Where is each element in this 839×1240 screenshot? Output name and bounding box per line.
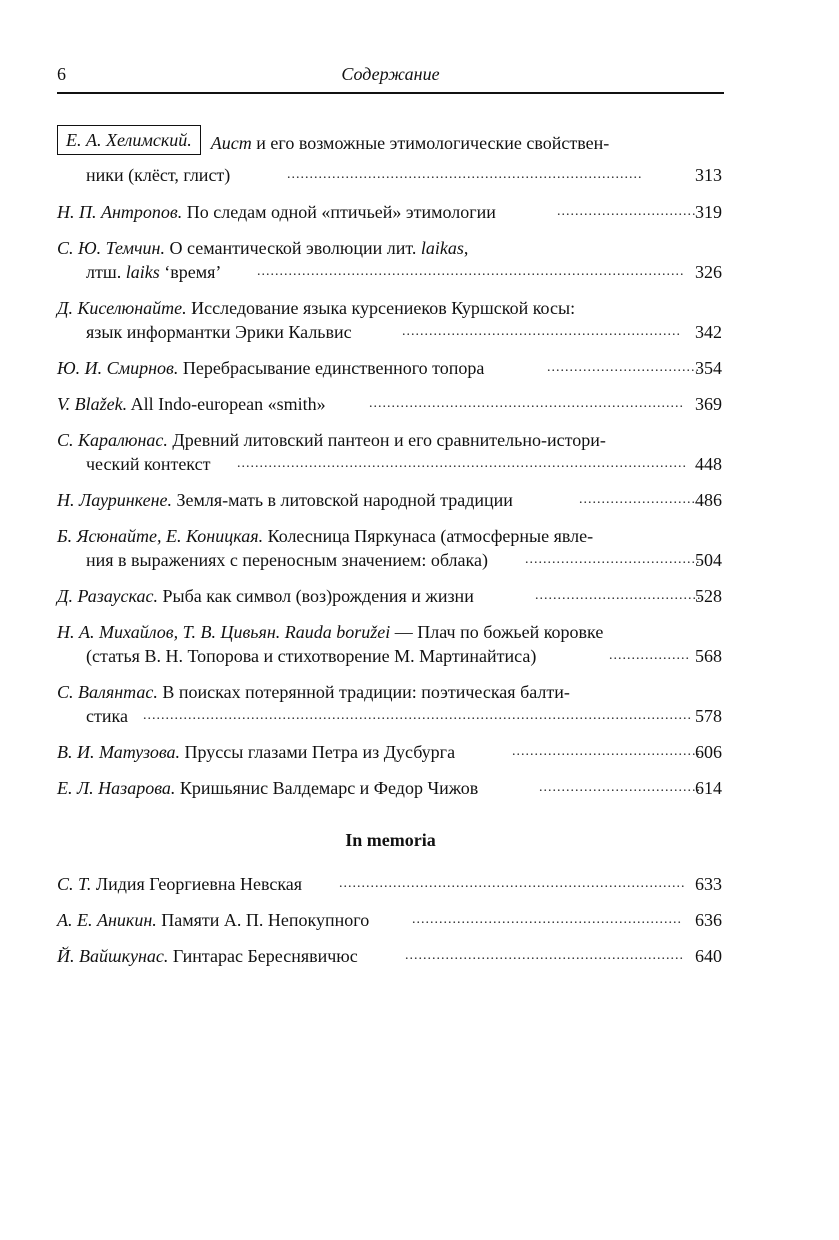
toc-page: 528 bbox=[695, 586, 722, 606]
toc-page: 606 bbox=[695, 742, 722, 762]
dot-leader: ............................... bbox=[557, 204, 697, 219]
dot-leader: .................................. bbox=[547, 360, 700, 375]
toc-title: Пруссы глазами Петра из Дусбурга bbox=[180, 742, 456, 762]
toc-title: ники (клёст, глист) bbox=[86, 165, 231, 185]
toc-entry[interactable] bbox=[57, 944, 722, 968]
toc-title: Rauda boružei bbox=[280, 622, 391, 642]
toc-entry[interactable] bbox=[57, 908, 722, 932]
toc-title: laikas bbox=[420, 238, 464, 258]
dot-leader: .............................................................. bbox=[402, 324, 681, 339]
toc-entry[interactable] bbox=[57, 488, 722, 512]
dot-leader: .................. bbox=[609, 648, 690, 663]
toc-title: Гинтарас Береснявичюс bbox=[168, 946, 358, 966]
dot-leader: ...................................................................... bbox=[369, 396, 684, 411]
toc-page: 614 bbox=[695, 778, 722, 798]
toc-title: лтш. bbox=[86, 262, 126, 282]
dot-leader: .......................................................................................................................... bbox=[143, 708, 692, 723]
toc-title: В поисках потерянной традиции: поэтическая балти- bbox=[157, 682, 570, 702]
toc-entry[interactable] bbox=[57, 680, 722, 728]
toc-title: ния в выражениях с переносным значением: облака) bbox=[86, 550, 488, 570]
toc-page: 319 bbox=[695, 202, 722, 222]
toc-author: В. И. Матузова. bbox=[57, 742, 181, 762]
toc-page: 504 bbox=[695, 550, 722, 570]
toc-title: — Плач по божьей коровке bbox=[390, 622, 604, 642]
running-head: Содержание bbox=[341, 64, 440, 84]
toc-entry[interactable] bbox=[57, 620, 722, 668]
toc-entry[interactable] bbox=[57, 200, 722, 224]
dot-leader: ..................................... bbox=[535, 588, 702, 603]
toc-page: 633 bbox=[695, 874, 722, 894]
toc-title: По следам одной «птичьей» этимологии bbox=[182, 202, 496, 222]
toc-entry[interactable] bbox=[57, 776, 722, 800]
toc-author: Б. Ясюнайте, Е. Коницкая. bbox=[57, 526, 264, 546]
toc-title: laiks bbox=[125, 262, 160, 282]
toc-page: 640 bbox=[695, 946, 722, 966]
dot-leader: ....................................... bbox=[525, 552, 701, 567]
toc-entry[interactable] bbox=[57, 296, 722, 344]
toc-page: 369 bbox=[695, 394, 722, 414]
dot-leader: ............................................................................................... bbox=[257, 264, 685, 279]
header-rule bbox=[57, 92, 724, 94]
toc-title: Перебрасывание единственного топора bbox=[178, 358, 485, 378]
toc-author: Н. П. Антропов. bbox=[57, 202, 183, 222]
dot-leader: .......................................... bbox=[512, 744, 701, 759]
toc-title: ческий контекст bbox=[86, 454, 211, 474]
toc-title: Рыба как символ (воз)рождения и жизни bbox=[158, 586, 474, 606]
dot-leader: .................................................................................................... bbox=[237, 456, 687, 471]
toc-entry[interactable] bbox=[57, 356, 722, 380]
toc-title: Земля-мать в литовской народной традиции bbox=[172, 490, 513, 510]
toc-author: Д. Разаускас. bbox=[57, 586, 158, 606]
toc-title: язык информантки Эрики Кальвис bbox=[86, 322, 352, 342]
toc-author: Д. Киселюнайте. bbox=[57, 298, 187, 318]
toc-title: Древний литовский пантеон и его сравнительно-истори- bbox=[167, 430, 606, 450]
toc-page: 342 bbox=[695, 322, 722, 342]
toc-author: С. Ю. Темчин. bbox=[57, 238, 165, 258]
toc-page: 568 bbox=[695, 646, 722, 666]
dot-leader: ............................................................................... bbox=[287, 167, 643, 182]
toc-title: (статья В. Н. Топорова и стихотворение М. Мартинайтиса) bbox=[86, 646, 537, 666]
toc-author: V. Blažek. bbox=[57, 394, 128, 414]
toc-page: 448 bbox=[695, 454, 722, 474]
toc-title: Аист bbox=[210, 133, 252, 153]
toc-entry[interactable] bbox=[57, 428, 722, 476]
toc-author: С. Каралюнас. bbox=[57, 430, 168, 450]
dot-leader: .................................... bbox=[539, 780, 701, 795]
toc-title: Исследование языка курсениеков Куршской косы: bbox=[186, 298, 576, 318]
toc-page: 486 bbox=[695, 490, 722, 510]
toc-page: 313 bbox=[695, 165, 722, 185]
toc-author: С. Валянтас. bbox=[57, 682, 158, 702]
toc-entry[interactable] bbox=[57, 236, 722, 284]
toc-entry[interactable] bbox=[57, 392, 722, 416]
toc-page: 578 bbox=[695, 706, 722, 726]
toc-entry[interactable] bbox=[57, 584, 722, 608]
toc-author: С. Т. bbox=[57, 874, 92, 894]
toc-author: Е. Л. Назарова. bbox=[57, 778, 176, 798]
toc-entry[interactable] bbox=[57, 872, 722, 896]
dot-leader: ............................................................................. bbox=[339, 876, 686, 891]
toc-author: Й. Вайшкунас. bbox=[57, 946, 169, 966]
toc-author: Н. Лауринкене. bbox=[57, 490, 173, 510]
page-number: 6 bbox=[57, 64, 66, 84]
toc-entry[interactable] bbox=[57, 127, 722, 187]
toc-title: ‘время’ bbox=[159, 262, 222, 282]
toc-page: 636 bbox=[695, 910, 722, 930]
toc-title: Колесница Пяркунаса (атмосферные явле- bbox=[263, 526, 594, 546]
toc-entry[interactable] bbox=[57, 740, 722, 764]
toc-author: Н. А. Михайлов, Т. В. Цивьян. bbox=[57, 622, 281, 642]
toc-title: Лидия Георгиевна Невская bbox=[91, 874, 303, 894]
dot-leader: .......................... bbox=[579, 492, 696, 507]
toc-entry[interactable] bbox=[57, 524, 722, 572]
dot-leader: ............................................................ bbox=[412, 912, 682, 927]
toc-page: 326 bbox=[695, 262, 722, 282]
toc-title: , bbox=[463, 238, 469, 258]
toc-title: All Indo-european «smith» bbox=[127, 394, 326, 414]
toc-title: Памяти А. П. Непокупного bbox=[156, 910, 370, 930]
toc-page: 354 bbox=[695, 358, 722, 378]
dot-leader: .............................................................. bbox=[405, 948, 684, 963]
toc-author: Ю. И. Смирнов. bbox=[57, 358, 179, 378]
toc-title: Кришьянис Валдемарс и Федор Чижов bbox=[175, 778, 479, 798]
toc-author-boxed: Е. А. Хелимский. bbox=[57, 125, 201, 155]
toc-title: стика bbox=[86, 706, 128, 726]
section-heading: In memoria bbox=[345, 830, 436, 850]
toc-author: А. Е. Аникин. bbox=[57, 910, 157, 930]
toc-title: и его возможные этимологические свойствен- bbox=[251, 133, 610, 153]
toc-title: О семантической эволюции лит. bbox=[165, 238, 421, 258]
